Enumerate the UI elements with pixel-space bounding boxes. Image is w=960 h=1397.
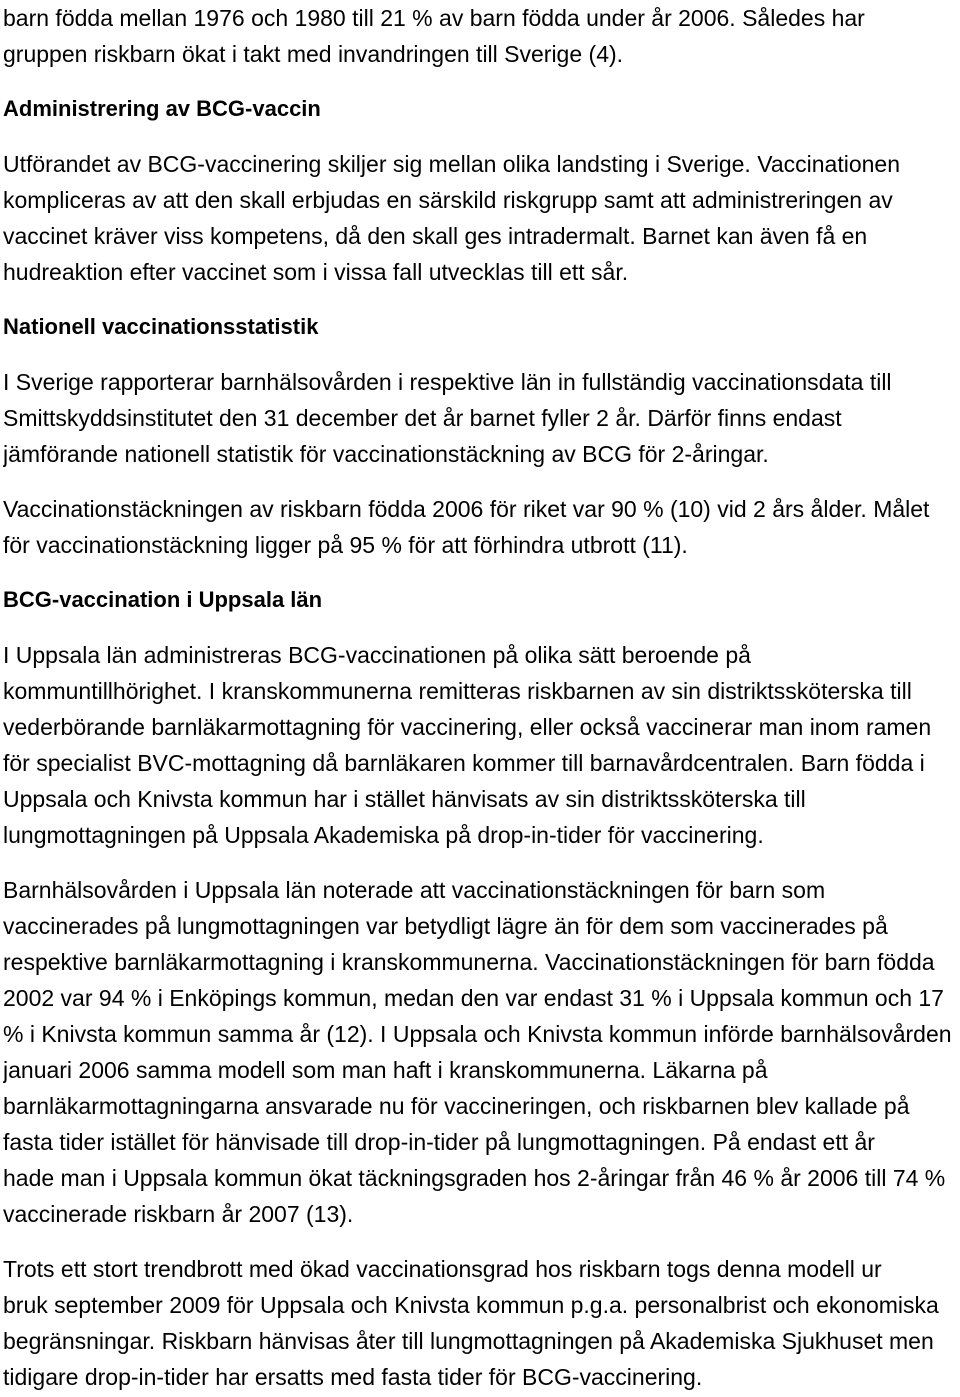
paragraph-line: Vaccinationstäckningen av riskbarn födda 2006 för riket var 90 % (10) vid 2 års ålder. Målet bbox=[3, 496, 930, 522]
paragraph-line: tidigare drop-in-tider har ersatts med fasta tider för BCG-vaccinering. bbox=[3, 1364, 703, 1390]
paragraph bbox=[3, 637, 957, 853]
paragraph-line: barnläkarmottagningarna ansvarade nu för vaccineringen, och riskbarnen blev kallade på bbox=[3, 1093, 910, 1119]
paragraph bbox=[3, 872, 957, 1232]
paragraph-line: fasta tider istället för hänvisade till drop-in-tider på lungmottagningen. På endast ett år bbox=[3, 1129, 875, 1155]
paragraph-line: bruk september 2009 för Uppsala och Knivsta kommun p.g.a. personalbrist och ekonomiska bbox=[3, 1292, 939, 1318]
paragraph-line: lungmottagningen på Uppsala Akademiska på drop-in-tider för vaccinering. bbox=[3, 822, 764, 848]
paragraph-line: vederbörande barnläkarmottagning för vaccinering, eller också vaccinerar man inom ramen bbox=[3, 714, 932, 740]
paragraph-line: I Uppsala län administreras BCG-vaccinationen på olika sätt beroende på bbox=[3, 642, 751, 668]
paragraph-line: Uppsala och Knivsta kommun har i stället hänvisats av sin distriktssköterska till bbox=[3, 786, 806, 812]
paragraph-line: barn födda mellan 1976 och 1980 till 21 % av barn födda under år 2006. Således har bbox=[3, 5, 865, 31]
paragraph-line: vaccinerade riskbarn år 2007 (13). bbox=[3, 1201, 354, 1227]
paragraph-line: hade man i Uppsala kommun ökat täckningsgraden hos 2-åringar från 46 % år 2006 till 74 % bbox=[3, 1165, 946, 1191]
paragraph-line: Smittskyddsinstitutet den 31 december det år barnet fyller 2 år. Därför finns endast bbox=[3, 405, 842, 431]
opening-paragraph bbox=[3, 0, 957, 72]
section-bcg-vaccination-uppsala bbox=[3, 582, 957, 1395]
paragraph bbox=[3, 491, 957, 563]
paragraph-line: vaccinet kräver viss kompetens, då den skall ges intradermalt. Barnet kan även få en bbox=[3, 223, 868, 249]
section-heading: BCG-vaccination i Uppsala län bbox=[3, 587, 323, 612]
paragraph bbox=[3, 146, 957, 290]
paragraph-line: kommuntillhörighet. I kranskommunerna remitteras riskbarnen av sin distriktssköterska till bbox=[3, 678, 912, 704]
paragraph-line: för vaccinationstäckning ligger på 95 % för att förhindra utbrott (11). bbox=[3, 532, 688, 558]
paragraph-line: Trots ett stort trendbrott med ökad vaccinationsgrad hos riskbarn togs denna modell ur bbox=[3, 1256, 882, 1282]
paragraph-line: vaccinerades på lungmottagningen var betydligt lägre än för dem som vaccinerades på bbox=[3, 913, 888, 939]
paragraph-line: I Sverige rapporterar barnhälsovården i respektive län in fullständig vaccinationsdata till bbox=[3, 369, 892, 395]
paragraph-line: 2002 var 94 % i Enköpings kommun, medan den var endast 31 % i Uppsala kommun och 17 bbox=[3, 985, 944, 1011]
paragraph-line: respektive barnläkarmottagning i kranskommunerna. Vaccinationstäckningen för barn födda bbox=[3, 949, 935, 975]
opening-section bbox=[3, 0, 957, 72]
paragraph-line: januari 2006 samma modell som man haft i kranskommunerna. Läkarna på bbox=[3, 1057, 768, 1083]
paragraph-line: % i Knivsta kommun samma år (12). I Uppsala och Knivsta kommun införde barnhälsovården bbox=[3, 1021, 952, 1047]
section-administrering-av-bcg-vaccin bbox=[3, 91, 957, 290]
paragraph-line: begränsningar. Riskbarn hänvisas åter till lungmottagningen på Akademiska Sjukhuset men bbox=[3, 1328, 934, 1354]
section-heading: Nationell vaccinationsstatistik bbox=[3, 314, 319, 339]
paragraph bbox=[3, 364, 957, 472]
paragraph-line: Barnhälsovården i Uppsala län noterade att vaccinationstäckningen för barn som bbox=[3, 877, 826, 903]
paragraph-line: gruppen riskbarn ökat i takt med invandringen till Sverige (4). bbox=[3, 41, 624, 67]
paragraph bbox=[3, 1251, 957, 1395]
paragraph-line: kompliceras av att den skall erbjudas en särskild riskgrupp samt att administreringen av bbox=[3, 187, 893, 213]
paragraph-line: Utförandet av BCG-vaccinering skiljer sig mellan olika landsting i Sverige. Vaccinationen bbox=[3, 151, 900, 177]
paragraph-line: för specialist BVC-mottagning då barnläkaren kommer till barnavårdcentralen. Barn födda i bbox=[3, 750, 925, 776]
paragraph-line: jämförande nationell statistik för vaccinationstäckning av BCG för 2-åringar. bbox=[3, 441, 769, 467]
paragraph-line: hudreaktion efter vaccinet som i vissa fall utvecklas till ett sår. bbox=[3, 259, 629, 285]
section-heading: Administrering av BCG-vaccin bbox=[3, 96, 321, 121]
section-nationell-vaccinationsstatistik bbox=[3, 309, 957, 563]
